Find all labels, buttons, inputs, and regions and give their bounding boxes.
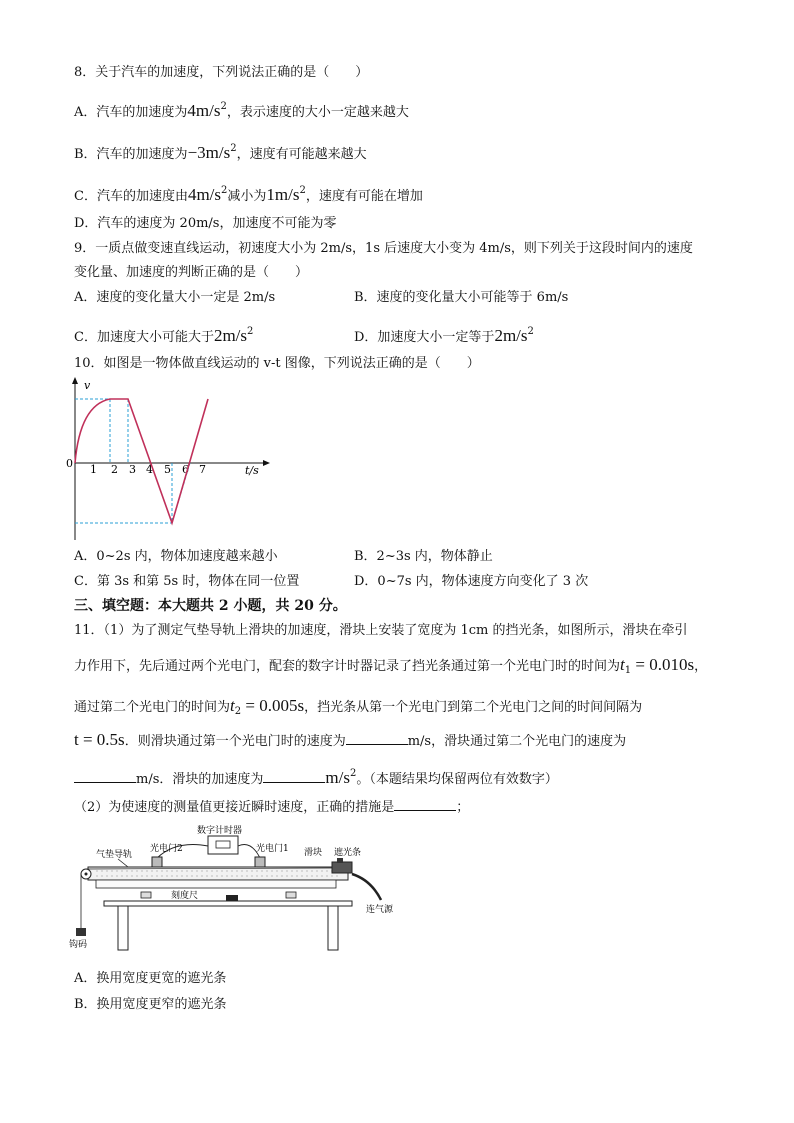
q8-stem: 8．关于汽车的加速度，下列说法正确的是（ ）	[74, 65, 369, 80]
photogate-1	[255, 857, 265, 867]
label-slider: 滑块	[304, 848, 323, 858]
q11-line5: m/s．滑块的加速度为 $m/s^2$。（本题结果均保留两位有效数字）	[74, 765, 558, 789]
photogate-2	[152, 857, 162, 867]
blank-v1[interactable]	[346, 732, 408, 745]
label-timer: 数字计时器	[197, 826, 243, 836]
slider	[332, 862, 352, 873]
table-leg-left	[118, 906, 128, 950]
section-3-heading: 三、填空题：本大题共 2 小题，共 20 分。	[74, 598, 347, 614]
q10-option-c: C．第 3s 和第 5s 时，物体在同一位置	[74, 574, 300, 589]
q11-line1: 11．（1）为了测定气垫导轨上滑块的加速度，滑块上安装了宽度为 1cm 的挡光条，如图所示，滑块在牵引	[74, 623, 688, 638]
q11-line3: 通过第二个光电门的时间为$t_2 = 0.005s$，挡光条从第一个光电门到第二个光电门之间的时间间隔为	[74, 696, 643, 717]
light-strip	[337, 858, 343, 863]
q11-line2: 力作用下，先后通过两个光电门，配套的数字计时器记录了挡光条通过第一个光电门时的时间为$t_1 = 0.010s$，	[74, 655, 708, 676]
vt-graph-tick-2: 2	[111, 463, 118, 476]
vt-graph-tick-6: 6	[182, 463, 189, 476]
q11-option-b: B．换用宽度更窄的遮光条	[74, 997, 227, 1012]
label-gate1: 光电门1	[256, 844, 289, 854]
table-top	[104, 901, 352, 906]
air-hose	[352, 874, 381, 900]
label-weight: 钩码	[69, 940, 88, 950]
vt-graph-tick-1: 1	[90, 463, 97, 476]
q8-option-b: B．汽车的加速度为$-3m/s^2$，速度有可能越来越大	[74, 143, 367, 162]
table-leg-right	[328, 906, 338, 950]
vt-graph-origin: 0	[66, 457, 73, 470]
vt-graph	[66, 375, 276, 545]
q10-option-a: A．0~2s 内，物体加速度越来越小	[74, 549, 278, 564]
q8-option-c: C．汽车的加速度由$4m/s^2$减小为$1m/s^2$，速度有可能在增加	[74, 185, 423, 204]
q9-stem-line1: 9．一质点做变速直线运动，初速度大小为 2m/s，1s 后速度大小变为 4m/s，则下列关于这段时间内的速度	[74, 241, 693, 256]
q11-option-a: A．换用宽度更宽的遮光条	[74, 971, 227, 986]
q10-stem: 10．如图是一物体做直线运动的 v-t 图像，下列说法正确的是（ ）	[74, 356, 480, 371]
vt-graph-tick-5: 5	[164, 463, 171, 476]
q9-option-b: B．速度的变化量大小可能等于 6m/s	[354, 290, 569, 305]
q9-option-a: A．速度的变化量大小一定是 2m/s	[74, 290, 276, 305]
hanging-weight	[76, 928, 86, 936]
blank-measure[interactable]	[394, 798, 456, 811]
vt-graph-tick-7: 7	[199, 463, 206, 476]
q9-stem-line2: 变化量、加速度的判断正确的是（ ）	[74, 265, 309, 280]
q10-option-b: B．2~3s 内，物体静止	[354, 549, 493, 564]
vt-graph-v-arrow	[72, 377, 78, 384]
q8-option-d: D．汽车的速度为 20m/s，加速度不可能为零	[74, 216, 337, 231]
vt-graph-tick-3: 3	[129, 463, 136, 476]
vt-graph-t-arrow	[263, 460, 270, 466]
blank-v2[interactable]	[74, 770, 136, 783]
vt-graph-curve	[75, 399, 208, 523]
vt-graph-guides	[75, 399, 190, 523]
q9-option-c: C．加速度大小可能大于$2m/s^2$	[74, 326, 254, 345]
q11-part2: （2）为使速度的测量值更接近瞬时速度，正确的措施是 ；	[74, 800, 470, 815]
vt-graph-t-label: t/s	[245, 464, 259, 477]
label-ruler: 刻度尺	[171, 891, 199, 901]
q11-line4: t = 0.5s．则滑块通过第一个光电门时的速度为 m/s，滑块通过第二个光电门的速度为	[74, 730, 627, 749]
label-gate2: 光电门2	[150, 844, 183, 854]
q9-option-d: D．加速度大小一定等于$2m/s^2$	[354, 326, 534, 345]
label-strip: 遮光条	[334, 848, 362, 858]
vt-graph-tick-4: 4	[146, 463, 153, 476]
vt-graph-v-label: v	[84, 379, 91, 392]
q10-option-d: D．0~7s 内，物体速度方向变化了 3 次	[354, 574, 589, 589]
label-air: 连气源	[366, 905, 394, 915]
label-rail: 气垫导轨	[96, 850, 133, 860]
air-track-diagram	[66, 822, 426, 952]
ruler	[96, 880, 336, 888]
blank-acceleration[interactable]	[263, 770, 325, 783]
q8-option-a: A．汽车的加速度为$4m/s^2$，表示速度的大小一定越来越大	[74, 101, 409, 120]
